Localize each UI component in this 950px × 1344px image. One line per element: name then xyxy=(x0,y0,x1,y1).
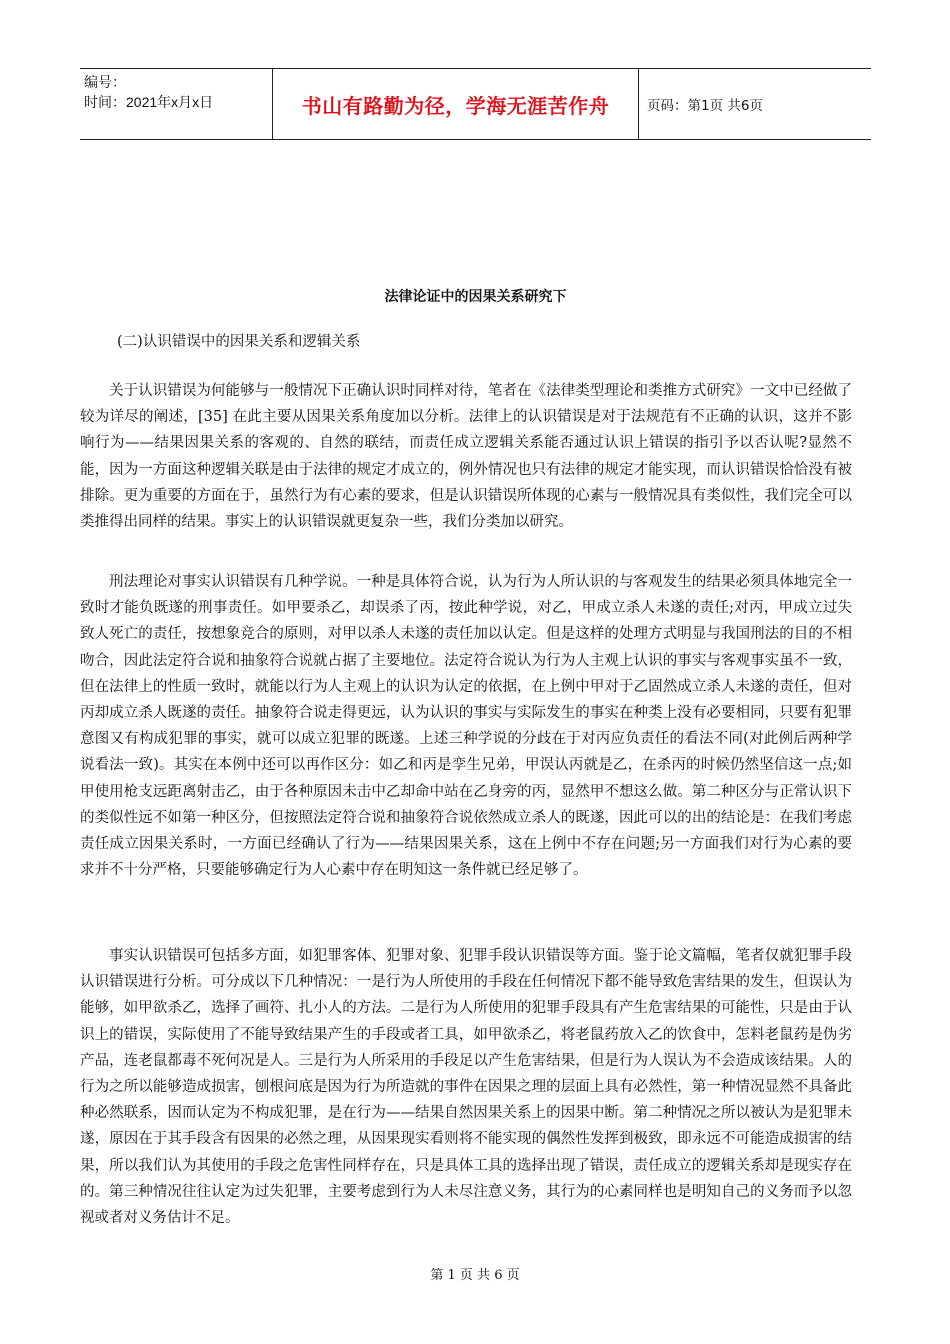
section-subheading: (二)认识错误中的因果关系和逻辑关系 xyxy=(117,334,361,350)
page-header xyxy=(80,68,871,140)
header-meta xyxy=(80,69,272,139)
header-page-info: 页码：第1页 共6页 xyxy=(647,98,763,114)
body-paragraph-1: 关于认识错误为何能够与一般情况下正确认识时同样对待，笔者在《法律类型理论和类推方式研究》一文中已经做了较为详尽的阐述，[35] 在此主要从因果关系角度加以分析。法律上的认识错误是对于法规范有不正确的认识，这并不影响行为——结果因果关系的客观的、自然的联结，而责任成立逻辑关系能否通过认识上错误的指引予以否认呢?显然不能，因为一方面这种逻辑关联是由于法律的规定才成立的，例外情况也只有法律的规定才能实现，而认识错误恰恰没有被排除。更为重要的方面在于，虽然行为有心素的要求，但是认识错误所体现的心素与一般情况具有类似性，我们完全可以类推得出同样的结果。事实上的认识错误就更复杂一些，我们分类加以研究。 xyxy=(80,383,852,531)
page-footer: 第 1 页 共 6 页 xyxy=(430,1268,520,1283)
body-paragraph-3: 事实认识错误可包括多方面，如犯罪客体、犯罪对象、犯罪手段认识错误等方面。鉴于论文篇幅，笔者仅就犯罪手段认识错误进行分析。可分成以下几种情况：一是行为人所使用的手段在任何情况下都不能导致危害结果的发生，但误认为能够，如甲欲杀乙，选择了画符、扎小人的方法。二是行为人所使用的犯罪手段具有产生危害结果的可能性，只是由于认识上的错误，实际使用了不能导致结果产生的手段或者工具，如甲欲杀乙，将老鼠药放入乙的饮食中，怎料老鼠药是伪劣产品，连老鼠都毒不死何况是人。三是行为人所采用的手段足以产生危害结果，但是行为人误认为不会造成该结果。人的行为之所以能够造成损害，刨根问底是因为行为所造就的事件在因果之理的层面上具有必然性，第一种情况显然不具备此种必然联系，因而认定为不构成犯罪，是在行为——结果自然因果关系上的因果中断。第二种情况之所以被认为是犯罪未遂，原因在于其手段含有因果的必然之理，从因果现实看则将不能实现的偶然性发挥到极致，即永远不可能造成损害的结果，所以我们认为其使用的手段之危害性同样存在，只是具体工具的选择出现了错误，责任成立的逻辑关系却是现实存在的。第三种情况往往认定为过失犯罪，主要考虑到行为人未尽注意义务，其行为的心素同样也是明知自己的义务而予以忽视或者对义务估计不足。 xyxy=(80,948,852,1227)
document-time-label: 时间：2021年x月x日 xyxy=(84,94,214,110)
header-motto: 书山有路勤为径，学海无涯苦作舟 xyxy=(272,69,639,139)
document-title: 法律论证中的因果关系研究下 xyxy=(384,289,567,305)
document-number-label: 编号： xyxy=(84,74,126,90)
body-paragraph-2: 刑法理论对事实认识错误有几种学说。一种是具体符合说，认为行为人所认识的与客观发生的结果必须具体地完全一致时才能负既遂的刑事责任。如甲要杀乙，却误杀了丙，按此种学说，对乙，甲成立杀人未遂的责任;对丙，甲成立过失致人死亡的责任，按想象竞合的原则，对甲以杀人未遂的责任加以认定。但是这样的处理方式明显与我国刑法的目的不相吻合，因此法定符合说和抽象符合说就占据了主要地位。法定符合说认为行为人主观上认识的事实与客观事实虽不一致，但在法律上的性质一致时，就能以行为人主观上的认识为认定的依据，在上例中甲对于乙固然成立杀人未遂的责任，但对丙却成立杀人既遂的责任。抽象符合说走得更远，认为认识的事实与实际发生的事实在种类上没有必要相同，只要有犯罪意图又有构成犯罪的事实，就可以成立犯罪的既遂。上述三种学说的分歧在于对丙应负责任的看法不同(对此例后两种学说看法一致)。其实在本例中还可以再作区分：如乙和丙是孪生兄弟，甲误认丙就是乙，在杀丙的时候仍然坚信这一点;如甲使用枪支远距离射击乙，由于各种原因未击中乙却命中站在乙身旁的丙，显然甲不想这么做。第二种区分与正常认识下的类似性远不如第一种区分，但按照法定符合说和抽象符合说依然成立杀人的既遂，因此可以的出的结论是：在我们考虑责任成立因果关系时，一方面已经确认了行为——结果因果关系，这在上例中不存在问题;另一方面我们对行为心素的要求并不十分严格，只要能够确定行为人心素中存在明知这一条件就已经足够了。 xyxy=(80,574,852,879)
